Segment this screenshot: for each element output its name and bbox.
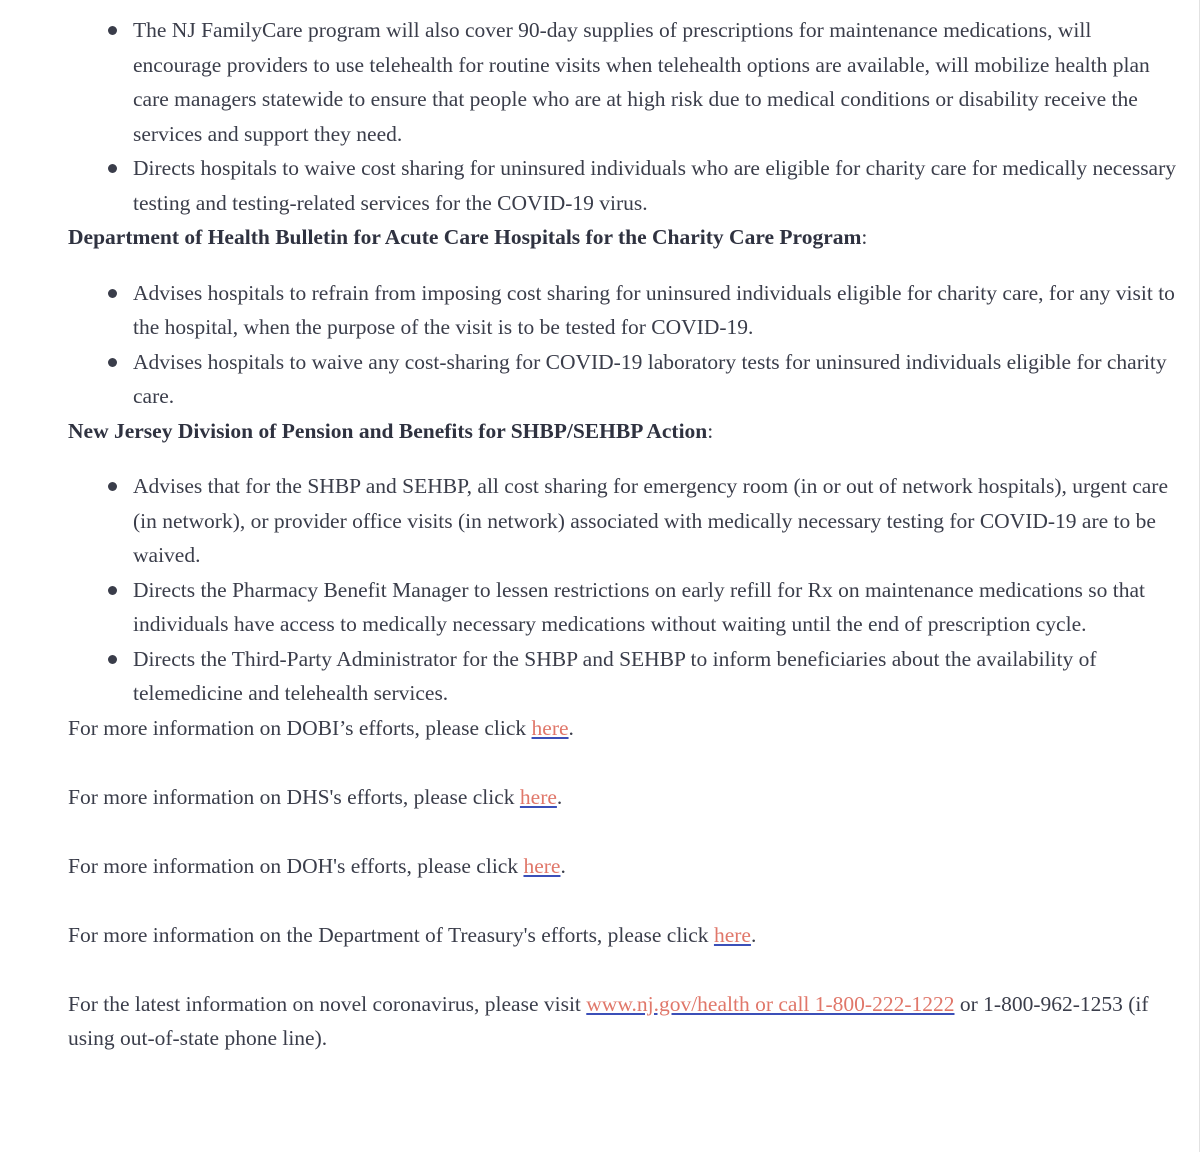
doh-heading-colon: :: [861, 225, 868, 249]
list-item-text: The NJ FamilyCare program will also cover 90-day supplies of prescriptions for maintenance medications, will encourage providers to use telehealth for routine visits when telehealth options are available, will mobilize health plan care managers statewide to ensure that people who are at high risk due to medical conditions or disability receive the services and support they need.: [133, 18, 1150, 146]
treasury-info-period: .: [750, 922, 757, 947]
list-item-text: Advises hospitals to refrain from imposing cost sharing for uninsured individuals eligible for charity care, for any visit to the hospital, when the purpose of the visit is to be tested for COVID-19.: [133, 280, 1175, 339]
bullet-dot-icon: [108, 586, 117, 595]
doh-info-text: For more information on DOH's efforts, please click: [68, 853, 524, 878]
bullet-dot-icon: [108, 655, 117, 664]
bullet-dot-icon: [108, 164, 117, 173]
treasury-info-paragraph: [68, 918, 1178, 953]
doh-info-period: .: [560, 853, 566, 878]
list-item-text: Advises hospitals to waive any cost-sharing for COVID-19 laboratory tests for uninsured individuals eligible for charity care.: [133, 349, 1167, 408]
treasury-info-text: For more information on the Department of Treasury's efforts, please click: [68, 922, 714, 947]
doh-section-heading: [68, 220, 1178, 255]
latest-info-paragraph: [68, 987, 1178, 1056]
document-content: [68, 13, 1178, 1056]
dobi-info-text: For more information on DOBI’s efforts, please click: [68, 715, 532, 740]
treasury-here-link[interactable]: here: [713, 922, 751, 947]
bullet-dot-icon: [108, 26, 117, 35]
nj-health-link[interactable]: www.nj.gov/health or call 1-800-222-1222: [586, 991, 955, 1016]
familycare-bullet-list: [68, 13, 1178, 220]
latest-info-text: For the latest information on novel coronavirus, please visit: [68, 991, 587, 1016]
list-item: [133, 276, 1178, 345]
dhs-info-paragraph: [68, 780, 1178, 815]
list-item: [133, 573, 1178, 642]
dobi-here-link[interactable]: here: [531, 715, 569, 740]
pension-heading-colon: :: [707, 418, 714, 443]
doh-here-link[interactable]: here: [523, 853, 561, 878]
list-item-text: Directs hospitals to waive cost sharing for uninsured individuals who are eligible for charity care for medically necessary testing and testing-related services for the COVID-19 virus.: [133, 156, 1177, 215]
pension-heading-text: New Jersey Division of Pension and Benefits for SHBP/SEHBP Action: [68, 418, 708, 443]
bullet-dot-icon: [108, 289, 117, 298]
list-item-text: Directs the Pharmacy Benefit Manager to lessen restrictions on early refill for Rx on maintenance medications so that individuals have access to medically necessary medications without waiting until the end of prescription cycle.: [133, 577, 1145, 636]
bullet-dot-icon: [108, 482, 117, 491]
dhs-here-link[interactable]: here: [519, 784, 557, 809]
list-item: [133, 151, 1178, 220]
list-item: [133, 642, 1178, 711]
list-item: [133, 13, 1178, 151]
dobi-info-paragraph: [68, 711, 1178, 746]
doh-heading-text: Department of Health Bulletin for Acute Care Hospitals for the Charity Care Program: [68, 225, 862, 249]
doh-bullet-list: [68, 276, 1178, 414]
pension-bullet-list: [68, 469, 1178, 711]
doh-info-paragraph: [68, 849, 1178, 884]
pension-section-heading: [68, 414, 1178, 449]
list-item-text: Advises that for the SHBP and SEHBP, all cost sharing for emergency room (in or out of network hospitals), urgent care (in network), or provider office visits (in network) associated with medically necessary testing for COVID-19 are to be waived.: [133, 474, 1169, 567]
list-item-text: Directs the Third-Party Administrator for the SHBP and SEHBP to inform beneficiaries about the availability of telemedicine and telehealth services.: [133, 646, 1097, 705]
dhs-info-period: .: [556, 784, 563, 809]
dobi-info-period: .: [568, 715, 574, 740]
list-item: [133, 345, 1178, 414]
bullet-dot-icon: [108, 358, 117, 367]
latest-info-after: or 1-800-962-1253 (if using out-of-state phone line).: [68, 991, 1149, 1050]
dhs-info-text: For more information on DHS's efforts, please click: [68, 784, 520, 809]
list-item: [133, 469, 1178, 573]
